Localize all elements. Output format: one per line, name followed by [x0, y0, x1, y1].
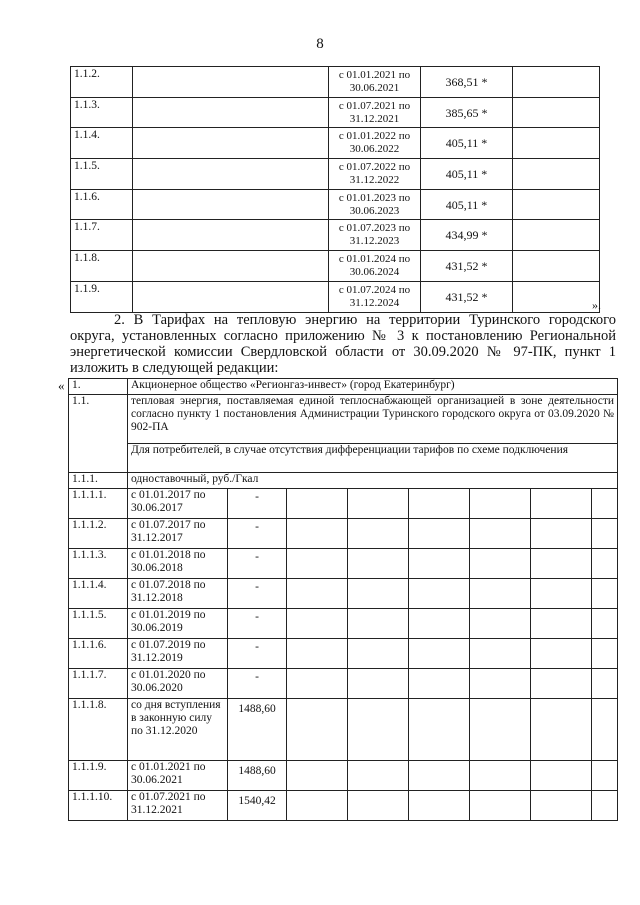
price-cell: 405,11 *	[421, 128, 513, 159]
empty-cell	[470, 609, 531, 639]
row-number: 1.1.1.3.	[69, 549, 128, 579]
price-cell: 434,99 *	[421, 220, 513, 251]
tariff-period-row	[69, 549, 618, 579]
period-cell: с 01.07.2023 по 31.12.2023	[329, 220, 421, 251]
row-number: 1.1.1.4.	[69, 579, 128, 609]
blank-cell	[513, 189, 600, 220]
empty-cell	[470, 519, 531, 549]
tariff-row	[71, 128, 600, 159]
empty-cell	[287, 699, 348, 761]
empty-cell	[470, 761, 531, 791]
org-num: 1.	[69, 379, 128, 395]
tariff-row	[71, 281, 600, 312]
value-cell: -	[228, 639, 287, 669]
period-cell: с 01.07.2017 по 31.12.2017	[128, 519, 228, 549]
row-number: 1.1.1.7.	[69, 669, 128, 699]
tariff-period-row	[69, 489, 618, 519]
period-cell: с 01.07.2021 по 31.12.2021	[329, 97, 421, 128]
empty-cell	[531, 669, 592, 699]
tariff-period-row	[69, 639, 618, 669]
row-number: 1.1.1.8.	[69, 699, 128, 761]
empty-cell	[348, 519, 409, 549]
blank-cell	[513, 220, 600, 251]
period-cell: с 01.01.2021 по 30.06.2021	[128, 761, 228, 791]
blank-cell	[513, 67, 600, 98]
blank-cell	[133, 159, 329, 190]
row-number: 1.1.8.	[71, 251, 133, 282]
row-number: 1.1.1.10.	[69, 791, 128, 821]
opening-quote: «	[58, 378, 65, 393]
value-cell: -	[228, 519, 287, 549]
tariff-row	[71, 67, 600, 98]
period-cell: с 01.07.2024 по 31.12.2024	[329, 281, 421, 312]
empty-cell	[592, 579, 618, 609]
value-cell: -	[228, 579, 287, 609]
consumers-row	[69, 444, 618, 473]
period-cell: с 01.01.2018 по 30.06.2018	[128, 549, 228, 579]
price-cell: 431,52 *	[421, 281, 513, 312]
empty-cell	[409, 609, 470, 639]
row-number: 1.1.4.	[71, 128, 133, 159]
blank-cell	[133, 189, 329, 220]
empty-cell	[531, 699, 592, 761]
price-cell: 405,11 *	[421, 159, 513, 190]
empty-cell	[287, 669, 348, 699]
empty-cell	[470, 579, 531, 609]
empty-cell	[287, 639, 348, 669]
blank-cell	[513, 251, 600, 282]
empty-cell	[592, 699, 618, 761]
period-cell: со дня вступления в законную силу по 31.12.2020	[128, 699, 228, 761]
empty-cell	[409, 761, 470, 791]
empty-cell	[287, 579, 348, 609]
empty-cell	[287, 519, 348, 549]
tariff-period-row	[69, 669, 618, 699]
period-cell: с 01.01.2023 по 30.06.2023	[329, 189, 421, 220]
blank-cell	[133, 128, 329, 159]
row-number: 1.1.3.	[71, 97, 133, 128]
period-cell: с 01.07.2021 по 31.12.2021	[128, 791, 228, 821]
blank-cell	[513, 159, 600, 190]
empty-cell	[409, 791, 470, 821]
period-cell: с 01.01.2024 по 30.06.2024	[329, 251, 421, 282]
empty-cell	[470, 669, 531, 699]
tariff-row	[71, 220, 600, 251]
empty-cell	[592, 669, 618, 699]
period-cell: с 01.07.2022 по 31.12.2022	[329, 159, 421, 190]
period-cell: с 01.01.2022 по 30.06.2022	[329, 128, 421, 159]
value-cell: -	[228, 669, 287, 699]
empty-cell	[531, 549, 592, 579]
row-number: 1.1.2.	[71, 67, 133, 98]
row-number: 1.1.6.	[71, 189, 133, 220]
empty-cell	[409, 519, 470, 549]
price-cell: 385,65 *	[421, 97, 513, 128]
empty-cell	[348, 609, 409, 639]
period-cell: с 01.01.2021 по 30.06.2021	[329, 67, 421, 98]
empty-cell	[409, 549, 470, 579]
empty-cell	[409, 579, 470, 609]
empty-cell	[409, 489, 470, 519]
empty-cell	[470, 639, 531, 669]
blank-cell	[513, 281, 600, 312]
blank-cell	[133, 281, 329, 312]
empty-cell	[348, 699, 409, 761]
row-number: 1.1.5.	[71, 159, 133, 190]
item-num: 1.1.	[69, 395, 128, 473]
empty-cell	[287, 609, 348, 639]
item-row	[69, 395, 618, 444]
price-cell: 405,11 *	[421, 189, 513, 220]
tariff-period-row	[69, 519, 618, 549]
empty-cell	[348, 549, 409, 579]
tariff-period-row	[69, 699, 618, 761]
empty-cell	[348, 761, 409, 791]
blank-cell	[133, 97, 329, 128]
empty-cell	[592, 791, 618, 821]
value-cell: 1488,60	[228, 699, 287, 761]
empty-cell	[348, 639, 409, 669]
empty-cell	[348, 791, 409, 821]
empty-cell	[592, 639, 618, 669]
org-row	[69, 379, 618, 395]
period-cell: с 01.07.2018 по 31.12.2018	[128, 579, 228, 609]
value-cell: -	[228, 549, 287, 579]
item-text: тепловая энергия, поставляемая единой теплоснабжающей организацией в зоне деятельности согласно пункту 1 постановления Администрации Туринского городского округа от 03.09.2020 № 902-ПА	[128, 395, 618, 444]
period-cell: с 01.01.2019 по 30.06.2019	[128, 609, 228, 639]
bottom-tariff-table	[68, 378, 618, 821]
period-cell: с 01.07.2019 по 31.12.2019	[128, 639, 228, 669]
tariff-row	[71, 251, 600, 282]
empty-cell	[287, 489, 348, 519]
rate-label: одноставочный, руб./Гкал	[128, 473, 618, 489]
tariff-period-row	[69, 579, 618, 609]
empty-cell	[531, 579, 592, 609]
empty-cell	[348, 669, 409, 699]
empty-cell	[592, 549, 618, 579]
value-cell: -	[228, 489, 287, 519]
closing-quote: ».	[592, 298, 601, 312]
empty-cell	[287, 549, 348, 579]
rate-row	[69, 473, 618, 489]
row-number: 1.1.7.	[71, 220, 133, 251]
price-cell: 431,52 *	[421, 251, 513, 282]
blank-cell	[133, 67, 329, 98]
tariff-row	[71, 159, 600, 190]
empty-cell	[592, 609, 618, 639]
tariff-period-row	[69, 791, 618, 821]
blank-cell	[513, 97, 600, 128]
tariff-period-row	[69, 761, 618, 791]
empty-cell	[531, 519, 592, 549]
org-name: Акционерное общество «Регионгаз-инвест» (город Екатеринбург)	[128, 379, 618, 395]
empty-cell	[592, 761, 618, 791]
empty-cell	[409, 669, 470, 699]
period-cell: с 01.01.2020 по 30.06.2020	[128, 669, 228, 699]
empty-cell	[470, 791, 531, 821]
blank-cell	[513, 128, 600, 159]
period-cell: с 01.01.2017 по 30.06.2017	[128, 489, 228, 519]
row-number: 1.1.1.9.	[69, 761, 128, 791]
value-cell: -	[228, 609, 287, 639]
row-number: 1.1.1.6.	[69, 639, 128, 669]
value-cell: 1540,42	[228, 791, 287, 821]
empty-cell	[287, 761, 348, 791]
empty-cell	[531, 761, 592, 791]
empty-cell	[531, 489, 592, 519]
tariff-row	[71, 97, 600, 128]
empty-cell	[348, 579, 409, 609]
row-number: 1.1.9.	[71, 281, 133, 312]
empty-cell	[348, 489, 409, 519]
empty-cell	[531, 639, 592, 669]
page-number: 8	[316, 36, 324, 52]
empty-cell	[470, 699, 531, 761]
tariff-row	[71, 189, 600, 220]
empty-cell	[470, 549, 531, 579]
empty-cell	[531, 791, 592, 821]
consumers-text: Для потребителей, в случае отсутствия дифференциации тарифов по схеме подключения	[128, 444, 618, 473]
row-number: 1.1.1.2.	[69, 519, 128, 549]
blank-cell	[133, 220, 329, 251]
value-cell: 1488,60	[228, 761, 287, 791]
empty-cell	[592, 489, 618, 519]
row-number: 1.1.1.5.	[69, 609, 128, 639]
row-number: 1.1.1.1.	[69, 489, 128, 519]
tariff-period-row	[69, 609, 618, 639]
empty-cell	[531, 609, 592, 639]
empty-cell	[592, 519, 618, 549]
blank-cell	[133, 251, 329, 282]
empty-cell	[470, 489, 531, 519]
rate-num: 1.1.1.	[69, 473, 128, 489]
empty-cell	[409, 639, 470, 669]
top-tariff-table	[70, 66, 600, 313]
empty-cell	[409, 699, 470, 761]
empty-cell	[287, 791, 348, 821]
price-cell: 368,51 *	[421, 67, 513, 98]
amendment-paragraph: 2. В Тарифах на тепловую энергию на территории Туринского городского округа, установленных согласно приложению № 3 к постановлению Региональной энергетической комиссии Свердловской области от 30.09.2020 № 97-ПК, пункт 1 изложить в следующей редакции:	[70, 312, 616, 376]
